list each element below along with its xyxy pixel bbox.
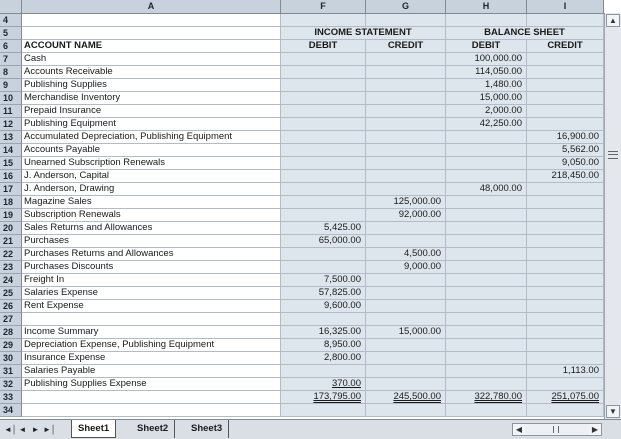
cell-f[interactable] [281, 261, 366, 274]
cell-i[interactable] [527, 53, 604, 66]
cell-f[interactable]: 9,600.00 [281, 300, 366, 313]
cell-i[interactable] [527, 274, 604, 287]
table-row [0, 79, 604, 92]
cell-g[interactable]: CREDIT [366, 40, 446, 53]
row-header[interactable]: 25 [0, 287, 22, 300]
cell-i[interactable] [527, 300, 604, 313]
cell-f[interactable] [281, 365, 366, 378]
cell-h[interactable] [446, 365, 527, 378]
row-header[interactable]: 10 [0, 92, 22, 105]
cell-i[interactable] [527, 105, 604, 118]
table-row [0, 92, 604, 105]
row-header[interactable]: 30 [0, 352, 22, 365]
cell-f[interactable] [281, 313, 366, 326]
cell-i[interactable] [527, 209, 604, 222]
table-row [0, 157, 604, 170]
cell-a[interactable]: Publishing Supplies Expense [22, 378, 281, 391]
cell-i[interactable]: 5,562.00 [527, 144, 604, 157]
cell-a[interactable]: Income Summary [22, 326, 281, 339]
cell-g[interactable]: 4,500.00 [366, 248, 446, 261]
cell-h[interactable] [446, 352, 527, 365]
column-header-f[interactable]: F [281, 0, 366, 13]
cell-g[interactable] [366, 183, 446, 196]
cell-a[interactable] [22, 404, 281, 417]
sheet-tab-bar [0, 419, 621, 439]
cell-i[interactable]: 9,050.00 [527, 157, 604, 170]
cell-h[interactable]: 2,000.00 [446, 105, 527, 118]
cell-g[interactable] [366, 313, 446, 326]
row-header[interactable]: 21 [0, 235, 22, 248]
column-header-i[interactable]: I [527, 0, 604, 13]
cell-g[interactable] [366, 144, 446, 157]
row-header[interactable]: 27 [0, 313, 22, 326]
cell-a[interactable]: Accumulated Depreciation, Publishing Equipment [22, 131, 281, 144]
cell-a[interactable] [22, 27, 281, 40]
cell-h[interactable] [446, 14, 527, 27]
row-header[interactable]: 31 [0, 365, 22, 378]
cell-i[interactable] [527, 261, 604, 274]
cell-f[interactable] [281, 79, 366, 92]
cell-i[interactable] [527, 222, 604, 235]
cell-i[interactable] [527, 14, 604, 27]
cell-h[interactable] [446, 209, 527, 222]
cell-h[interactable] [446, 300, 527, 313]
cell-i[interactable] [527, 352, 604, 365]
cell-g[interactable] [366, 352, 446, 365]
scroll-left-icon[interactable]: ◀ [513, 424, 525, 435]
cell-g[interactable] [366, 404, 446, 417]
cell-h[interactable]: 322,780.00 [446, 391, 527, 404]
cell-h[interactable] [446, 222, 527, 235]
cell-h[interactable] [446, 196, 527, 209]
cell-i[interactable] [527, 326, 604, 339]
cell-g[interactable] [366, 365, 446, 378]
scroll-thumb-grip-icon[interactable] [608, 151, 618, 159]
row-header[interactable]: 7 [0, 53, 22, 66]
cell-f[interactable]: 370.00 [281, 378, 366, 391]
cell-g[interactable] [366, 157, 446, 170]
table-row [0, 326, 604, 339]
cell-i[interactable]: 16,900.00 [527, 131, 604, 144]
cell-g[interactable] [366, 118, 446, 131]
cell-i[interactable] [527, 79, 604, 92]
table-row [0, 209, 604, 222]
table-row [0, 14, 604, 27]
cell-h[interactable] [446, 261, 527, 274]
table-row [0, 40, 604, 53]
cell-g[interactable] [366, 378, 446, 391]
row-header[interactable]: 22 [0, 248, 22, 261]
prev-sheet-icon[interactable]: ◄ [18, 425, 27, 434]
table-row [0, 352, 604, 365]
row-header[interactable]: 24 [0, 274, 22, 287]
row-header[interactable]: 33 [0, 391, 22, 404]
table-row [0, 222, 604, 235]
row-header[interactable]: 14 [0, 144, 22, 157]
cell-a[interactable]: Publishing Equipment [22, 118, 281, 131]
cell-a[interactable]: Subscription Renewals [22, 209, 281, 222]
cell-f[interactable]: 65,000.00 [281, 235, 366, 248]
cell-i[interactable]: 251,075.00 [527, 391, 604, 404]
row-header[interactable]: 20 [0, 222, 22, 235]
cell-f[interactable]: 2,800.00 [281, 352, 366, 365]
cell-f[interactable] [281, 131, 366, 144]
cell-f[interactable] [281, 183, 366, 196]
cell-a[interactable]: Purchases [22, 235, 281, 248]
next-sheet-icon[interactable]: ► [31, 425, 40, 434]
table-row [0, 287, 604, 300]
row-header[interactable]: 29 [0, 339, 22, 352]
cell-g[interactable] [366, 300, 446, 313]
cell-f[interactable] [281, 404, 366, 417]
cell-a[interactable]: J. Anderson, Capital [22, 170, 281, 183]
table-row [0, 248, 604, 261]
cell-h[interactable] [446, 339, 527, 352]
table-row [0, 339, 604, 352]
cell-f[interactable]: 5,425.00 [281, 222, 366, 235]
table-row [0, 131, 604, 144]
cell-h[interactable] [446, 248, 527, 261]
cell-a[interactable]: Rent Expense [22, 300, 281, 313]
cell-g[interactable]: 15,000.00 [366, 326, 446, 339]
cell-g[interactable] [366, 14, 446, 27]
column-header-h[interactable]: H [446, 0, 527, 13]
row-header[interactable]: 34 [0, 404, 22, 417]
table-row [0, 235, 604, 248]
cell-a[interactable]: Purchases Returns and Allowances [22, 248, 281, 261]
select-all-corner[interactable] [0, 0, 22, 13]
cell-h[interactable] [446, 378, 527, 391]
cell-i[interactable] [527, 235, 604, 248]
cell-g[interactable] [366, 235, 446, 248]
cell-i[interactable] [527, 66, 604, 79]
cell-a[interactable] [22, 313, 281, 326]
cell-h[interactable] [446, 326, 527, 339]
row-header[interactable]: 4 [0, 14, 22, 27]
cell-g[interactable] [366, 222, 446, 235]
cell-i[interactable]: 218,450.00 [527, 170, 604, 183]
row-header[interactable]: 9 [0, 79, 22, 92]
row-header[interactable]: 12 [0, 118, 22, 131]
scroll-up-icon[interactable]: ▲ [606, 14, 620, 27]
cell-h[interactable] [446, 287, 527, 300]
cell-g[interactable] [366, 53, 446, 66]
cell-g[interactable]: INCOME STATEMENT [281, 27, 446, 40]
cell-i[interactable]: 1,113.00 [527, 365, 604, 378]
cell-h[interactable]: 42,250.00 [446, 118, 527, 131]
table-row [0, 300, 604, 313]
cell-a[interactable]: Magazine Sales [22, 196, 281, 209]
column-header-g[interactable]: G [366, 0, 446, 13]
row-header[interactable]: 8 [0, 66, 22, 79]
cell-a[interactable]: Prepaid Insurance [22, 105, 281, 118]
cell-h[interactable]: DEBIT [446, 40, 527, 53]
cell-g[interactable] [366, 131, 446, 144]
last-sheet-icon[interactable]: ►│ [43, 425, 56, 434]
cell-h[interactable] [446, 404, 527, 417]
cell-g[interactable] [366, 339, 446, 352]
cell-a[interactable]: Insurance Expense [22, 352, 281, 365]
cell-i[interactable] [527, 378, 604, 391]
cell-g[interactable] [366, 274, 446, 287]
column-header-row [0, 0, 604, 14]
table-row [0, 27, 604, 40]
row-header[interactable]: 28 [0, 326, 22, 339]
cell-f[interactable]: DEBIT [281, 40, 366, 53]
cell-f[interactable]: 16,325.00 [281, 326, 366, 339]
row-header[interactable]: 11 [0, 105, 22, 118]
table-row [0, 274, 604, 287]
cell-h[interactable] [446, 235, 527, 248]
vertical-scrollbar[interactable] [604, 13, 621, 419]
cell-h[interactable] [446, 144, 527, 157]
horizontal-scrollbar[interactable] [512, 423, 602, 436]
cell-i[interactable] [527, 92, 604, 105]
cell-g[interactable]: 9,000.00 [366, 261, 446, 274]
cell-h[interactable]: BALANCE SHEET [446, 27, 604, 40]
cell-f[interactable] [281, 209, 366, 222]
cell-f[interactable]: 57,825.00 [281, 287, 366, 300]
table-row [0, 313, 604, 326]
cell-a[interactable]: Sales Returns and Allowances [22, 222, 281, 235]
column-header-a[interactable]: A [22, 0, 281, 13]
cell-a[interactable] [22, 14, 281, 27]
cell-h[interactable]: 48,000.00 [446, 183, 527, 196]
cell-a[interactable]: Accounts Payable [22, 144, 281, 157]
cell-a[interactable]: Purchases Discounts [22, 261, 281, 274]
table-row [0, 66, 604, 79]
table-row [0, 261, 604, 274]
cell-f[interactable]: 8,950.00 [281, 339, 366, 352]
tab-sheet3[interactable]: Sheet3 [185, 420, 229, 438]
cell-a[interactable]: Cash [22, 53, 281, 66]
table-row [0, 391, 604, 404]
cell-g[interactable] [366, 92, 446, 105]
tab-sheet2[interactable]: Sheet2 [131, 420, 175, 438]
table-row [0, 118, 604, 131]
cell-h[interactable] [446, 313, 527, 326]
cell-i[interactable]: CREDIT [527, 40, 604, 53]
row-header[interactable]: 6 [0, 40, 22, 53]
row-header[interactable]: 32 [0, 378, 22, 391]
row-header[interactable]: 15 [0, 157, 22, 170]
cell-a[interactable]: Salaries Expense [22, 287, 281, 300]
table-row [0, 365, 604, 378]
cell-g[interactable] [366, 170, 446, 183]
cell-f[interactable] [281, 170, 366, 183]
cell-a[interactable]: Publishing Supplies [22, 79, 281, 92]
cell-a[interactable]: Unearned Subscription Renewals [22, 157, 281, 170]
cell-a[interactable]: ACCOUNT NAME [22, 40, 281, 53]
cell-h[interactable]: 100,000.00 [446, 53, 527, 66]
row-header[interactable]: 18 [0, 196, 22, 209]
cell-a[interactable]: Salaries Payable [22, 365, 281, 378]
cell-f[interactable] [281, 92, 366, 105]
cell-f[interactable] [281, 14, 366, 27]
row-header[interactable]: 5 [0, 27, 22, 40]
first-sheet-icon[interactable]: ◄│ [4, 425, 17, 434]
table-row [0, 53, 604, 66]
cell-f[interactable] [281, 105, 366, 118]
scroll-thumb-grip-icon[interactable] [553, 426, 559, 433]
cell-a[interactable]: J. Anderson, Drawing [22, 183, 281, 196]
cell-f[interactable] [281, 144, 366, 157]
cell-i[interactable] [527, 183, 604, 196]
cell-h[interactable]: 1,480.00 [446, 79, 527, 92]
cell-h[interactable]: 114,050.00 [446, 66, 527, 79]
scroll-down-icon[interactable]: ▼ [606, 405, 620, 418]
cell-f[interactable]: 7,500.00 [281, 274, 366, 287]
cell-f[interactable] [281, 157, 366, 170]
cell-f[interactable] [281, 53, 366, 66]
cell-i[interactable] [527, 339, 604, 352]
table-row [0, 105, 604, 118]
cell-i[interactable] [527, 248, 604, 261]
cell-f[interactable] [281, 248, 366, 261]
cell-g[interactable]: 125,000.00 [366, 196, 446, 209]
cell-a[interactable]: Merchandise Inventory [22, 92, 281, 105]
cell-h[interactable] [446, 157, 527, 170]
cell-f[interactable] [281, 66, 366, 79]
cell-i[interactable] [527, 118, 604, 131]
row-header[interactable]: 13 [0, 131, 22, 144]
cell-h[interactable]: 15,000.00 [446, 92, 527, 105]
cell-a[interactable]: Accounts Receivable [22, 66, 281, 79]
table-row [0, 196, 604, 209]
row-header[interactable]: 26 [0, 300, 22, 313]
cell-g[interactable] [366, 66, 446, 79]
cell-f[interactable] [281, 118, 366, 131]
cell-i[interactable] [527, 287, 604, 300]
table-row [0, 404, 604, 417]
cell-f[interactable] [281, 196, 366, 209]
table-row [0, 170, 604, 183]
table-row [0, 183, 604, 196]
row-header[interactable]: 16 [0, 170, 22, 183]
cell-h[interactable] [446, 131, 527, 144]
cell-g[interactable] [366, 287, 446, 300]
tab-sheet1[interactable]: Sheet1 [71, 420, 116, 438]
cell-i[interactable] [527, 404, 604, 417]
cell-h[interactable] [446, 170, 527, 183]
cell-i[interactable] [527, 313, 604, 326]
cell-g[interactable] [366, 105, 446, 118]
row-header[interactable]: 23 [0, 261, 22, 274]
cell-g[interactable] [366, 79, 446, 92]
cell-a[interactable]: Depreciation Expense, Publishing Equipment [22, 339, 281, 352]
cell-h[interactable] [446, 274, 527, 287]
cell-g[interactable]: 245,500.00 [366, 391, 446, 404]
row-header[interactable]: 19 [0, 209, 22, 222]
cell-a[interactable]: Freight In [22, 274, 281, 287]
cell-i[interactable] [527, 196, 604, 209]
cell-f[interactable]: 173,795.00 [281, 391, 366, 404]
scroll-right-icon[interactable]: ▶ [589, 424, 601, 435]
row-header[interactable]: 17 [0, 183, 22, 196]
cell-g[interactable]: 92,000.00 [366, 209, 446, 222]
table-row [0, 378, 604, 391]
cell-a[interactable] [22, 391, 281, 404]
table-row [0, 144, 604, 157]
